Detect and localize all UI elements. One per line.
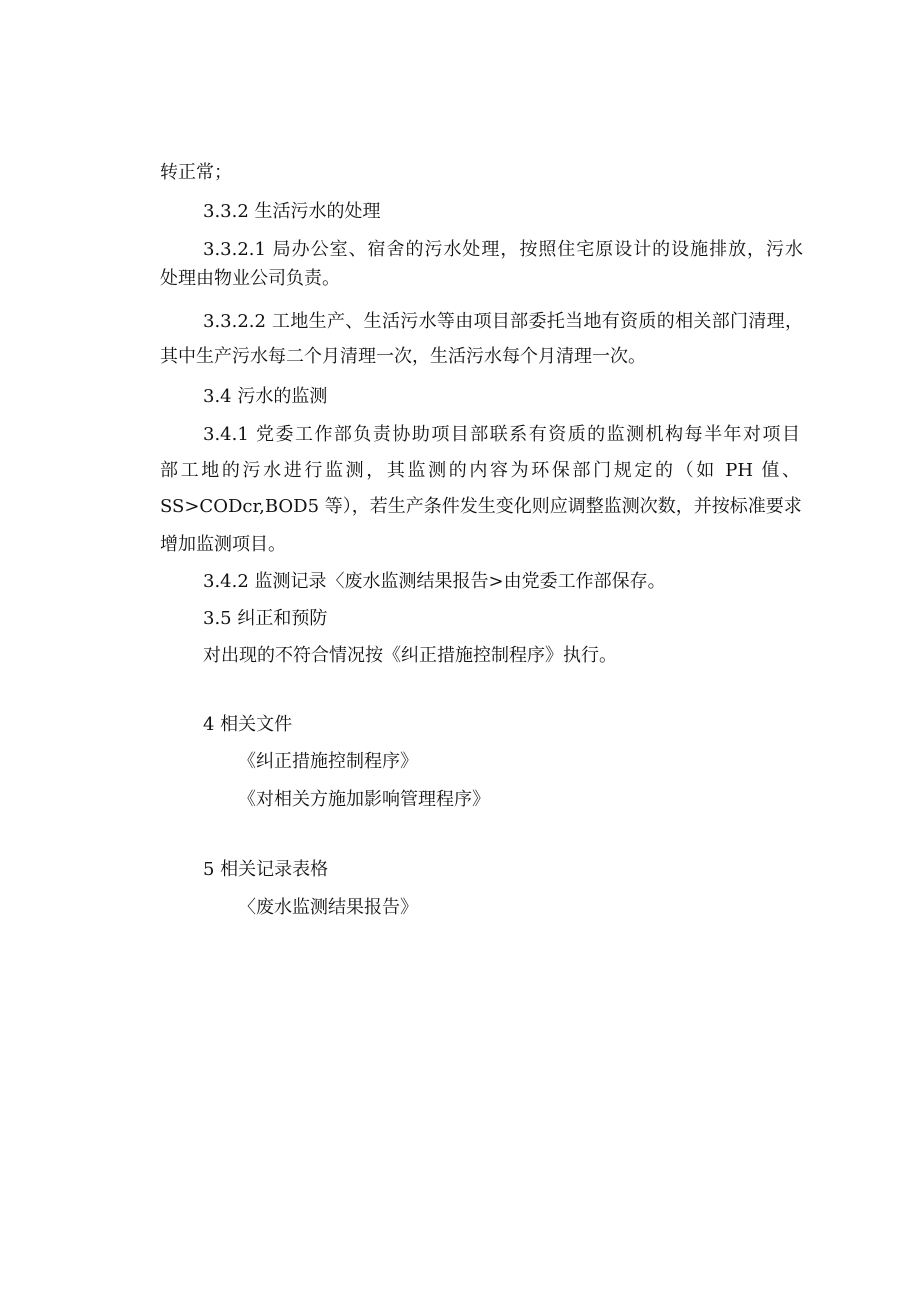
section-heading-3-4: 3.4 污水的监测 [203, 386, 328, 407]
paragraph-3-4-1-line-4: 增加监测项目。 [160, 534, 286, 555]
paragraph-3-4-1-line-2: 部工地的污水进行监测，其监测的内容为环保部门规定的（如 PH 值、 [160, 460, 800, 481]
paragraph-3-4-2: 3.4.2 监测记录〈废水监测结果报告>由党委工作部保存。 [203, 571, 666, 592]
section-heading-4: 4 相关文件 [203, 714, 293, 735]
paragraph-3-3-2-1-line-1: 3.3.2.1 局办公室、宿舍的污水处理，按照住宅原设计的设施排放，污水 [203, 239, 803, 260]
section-heading-3-5: 3.5 纠正和预防 [203, 608, 328, 629]
section-heading-5: 5 相关记录表格 [203, 859, 329, 880]
section-heading-3-3-2: 3.3.2 生活污水的处理 [203, 201, 381, 222]
related-record-form-1: 〈废水监测结果报告》 [238, 897, 418, 918]
paragraph-3-4-1-line-1: 3.4.1 党委工作部负责协助项目部联系有资质的监测机构每半年对项目 [203, 424, 800, 445]
related-document-2: 《对相关方施加影响管理程序》 [238, 789, 490, 810]
paragraph-3-3-2-1-line-2: 处理由物业公司负责。 [160, 268, 340, 289]
paragraph-3-5: 对出现的不符合情况按《纠正措施控制程序》执行。 [203, 645, 617, 666]
text-line-continuation: 转正常； [160, 162, 232, 183]
paragraph-3-3-2-2-line-1: 3.3.2.2 工地生产、生活污水等由项目部委托当地有资质的相关部门清理， [203, 311, 803, 332]
related-document-1: 《纠正措施控制程序》 [238, 751, 418, 772]
paragraph-3-4-1-line-3: SS>CODcr,BOD5 等），若生产条件发生变化则应调整监测次数，并按标准要求 [160, 496, 802, 517]
paragraph-3-3-2-2-line-2: 其中生产污水每二个月清理一次，生活污水每个月清理一次。 [160, 346, 646, 367]
